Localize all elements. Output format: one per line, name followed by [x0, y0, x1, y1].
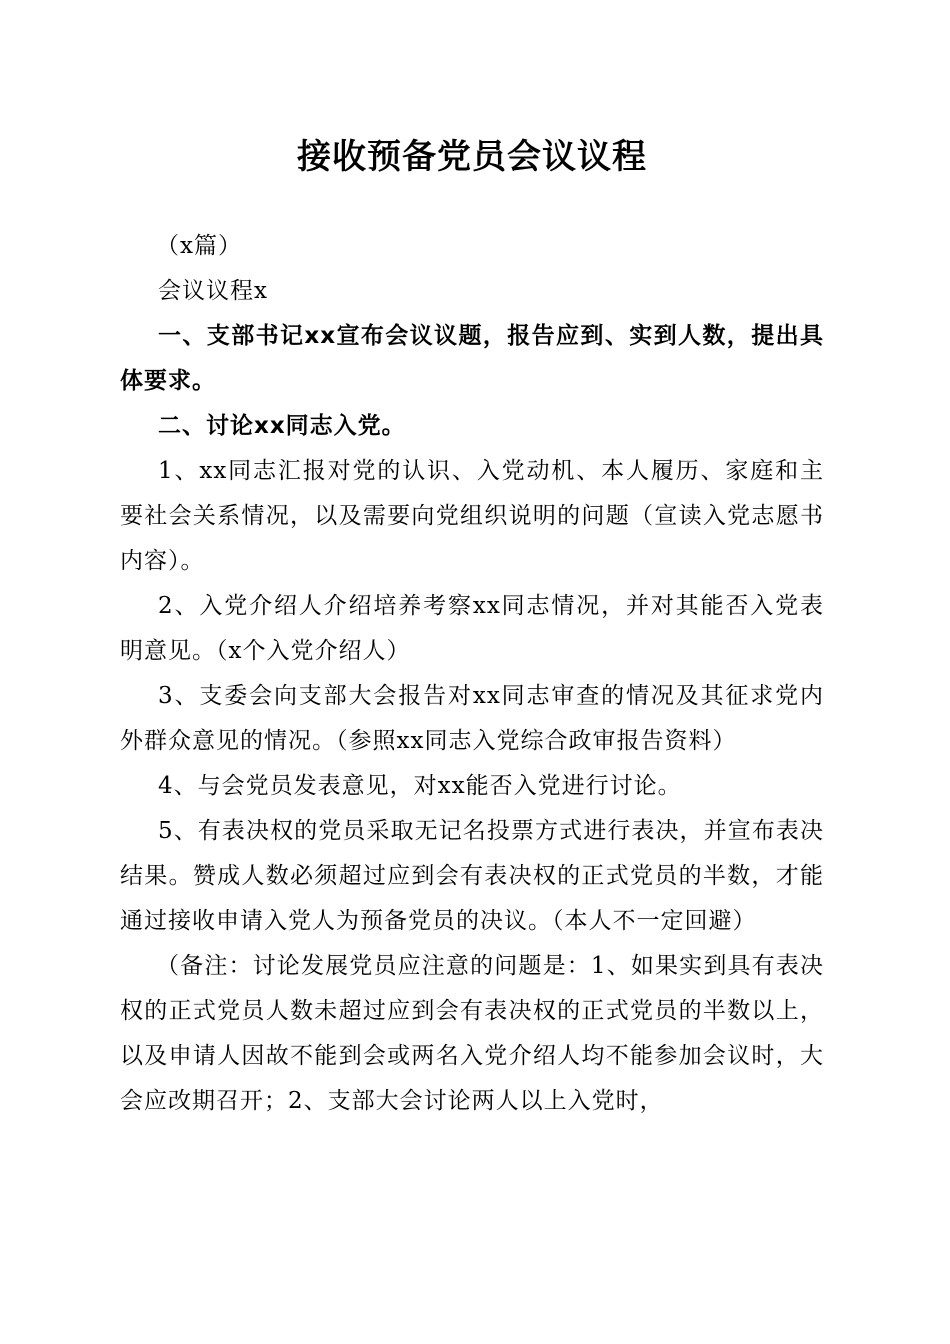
paragraph-item-3: 3、支委会向支部大会报告对xx同志审查的情况及其征求党内外群众意见的情况。（参照xx同志入党综合政审报告资料） — [120, 683, 824, 754]
document-title: 接收预备党员会议议程 — [297, 137, 647, 177]
paragraph-agenda-heading: 会议议程x — [158, 278, 268, 304]
paragraph-item-5: 5、有表决权的党员采取无记名投票方式进行表决，并宣布表决结果。赞成人数必须超过应到会有表决权的正式党员的半数，才能通过接收申请入党人为预备党员的决议。（本人不一定回避） — [120, 818, 824, 934]
paragraph-item-1: 1、xx同志汇报对党的认识、入党动机、本人履历、家庭和主要社会关系情况，以及需要向党组织说明的问题（宣读入党志愿书内容）。 — [120, 458, 824, 574]
paragraph-volume: （x篇） — [156, 233, 242, 259]
document-body — [120, 224, 824, 1124]
paragraph-section-2: 二、讨论xx同志入党。 — [158, 413, 406, 439]
paragraph-item-4: 4、与会党员发表意见，对xx能否入党进行讨论。 — [158, 773, 682, 799]
paragraph-item-2: 2、入党介绍人介绍培养考察xx同志情况，并对其能否入党表明意见。（x个入党介绍人） — [120, 593, 824, 664]
paragraph-section-1: 一、支部书记xx宣布会议议题，报告应到、实到人数，提出具体要求。 — [120, 323, 824, 394]
paragraph-note: （备注：讨论发展党员应注意的问题是：1、如果实到具有表决权的正式党员人数未超过应到会有表决权的正式党员的半数以上，以及申请人因故不能到会或两名入党介绍人均不能参加会议时，大会应改期召开；2、支部大会讨论两人以上入党时， — [120, 953, 824, 1114]
